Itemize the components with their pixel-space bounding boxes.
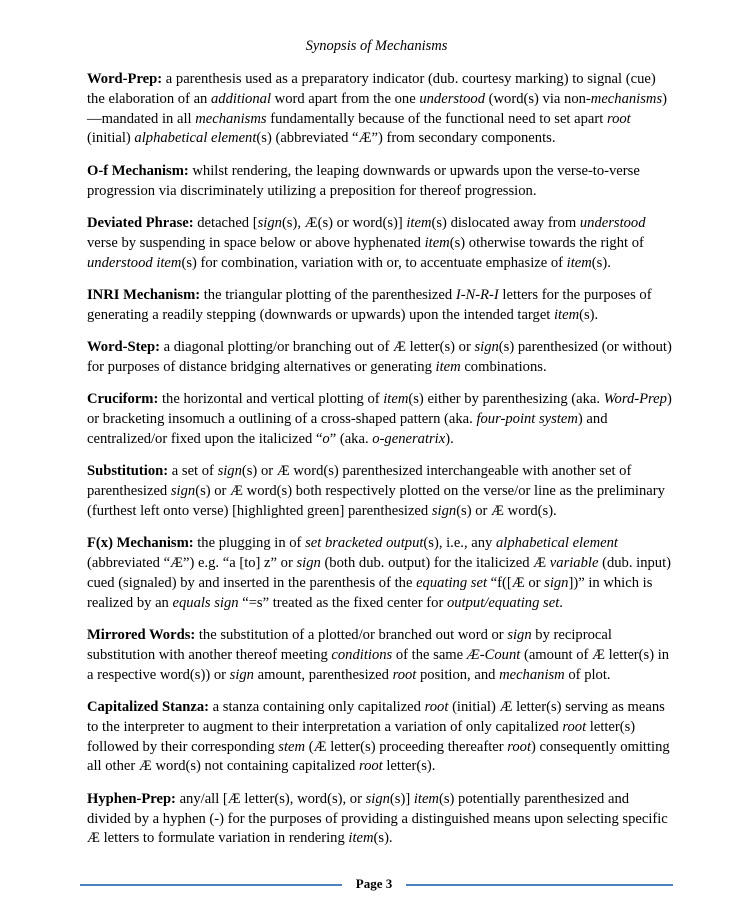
italic-text: item bbox=[424, 234, 450, 251]
definition-text: position, and bbox=[416, 666, 500, 683]
definition-text: (s) otherwise towards the right of bbox=[449, 234, 644, 251]
italic-text: item bbox=[348, 830, 374, 847]
italic-text: item bbox=[554, 306, 580, 323]
italic-text: I-N-R-I bbox=[455, 286, 499, 303]
definition-term: F(x) Mechanism: bbox=[87, 535, 194, 552]
definition-text: (s) potentially parenthesized and divided by a hyphen (-) for the purposes of providing a distinguished means upon selecting specific Æ letters to formulate variation in rendering bbox=[87, 790, 668, 847]
definition-entry bbox=[87, 286, 672, 326]
definition-text: (abbreviated “Æ”) e.g. “a [to] z” or bbox=[87, 555, 297, 572]
definition-text: (s) or Æ word(s). bbox=[456, 502, 557, 519]
definition-text: verse by suspending in space below or above hyphenated bbox=[87, 234, 425, 251]
italic-text: understood item bbox=[87, 254, 182, 271]
italic-text: output/equating set bbox=[446, 594, 560, 611]
definition-entry bbox=[87, 698, 672, 777]
definition-term: Hyphen-Prep: bbox=[87, 790, 176, 807]
definition-text: a set of bbox=[168, 463, 218, 480]
definition-term: Substitution: bbox=[87, 463, 169, 480]
definition-text: (amount of Æ letter(s) in a respective word(s)) or bbox=[87, 646, 670, 683]
definition-text: ). bbox=[445, 430, 454, 447]
italic-text: item bbox=[406, 214, 432, 231]
italic-text: understood bbox=[419, 90, 485, 107]
definition-text: ) and centralized/or fixed upon the italicized “ bbox=[87, 411, 608, 447]
page-title: Synopsis of Mechanisms bbox=[305, 38, 448, 54]
definition-entry bbox=[87, 626, 672, 685]
italic-text: item bbox=[413, 790, 439, 807]
italic-text: root bbox=[562, 718, 587, 735]
italic-text: mechanisms bbox=[590, 90, 663, 107]
italic-text: conditions bbox=[331, 646, 393, 663]
definition-text: (s) either by parenthesizing (aka. bbox=[408, 391, 604, 408]
italic-text: equals sign bbox=[172, 594, 239, 611]
definition-text: “f([Æ or bbox=[487, 574, 545, 591]
definition-text: by reciprocal substitution with another thereof meeting bbox=[87, 627, 612, 663]
definition-term: Mirrored Words: bbox=[87, 627, 196, 644]
definition-text: (s). bbox=[591, 254, 611, 271]
definition-entry bbox=[87, 534, 672, 613]
italic-text: sign bbox=[431, 502, 457, 519]
italic-text: sign bbox=[544, 574, 569, 591]
definition-text: . bbox=[559, 594, 563, 611]
page-footer bbox=[0, 875, 753, 895]
italic-text: root bbox=[606, 110, 631, 127]
italic-text: o bbox=[322, 430, 330, 447]
definition-text: the horizontal and vertical plotting of bbox=[158, 391, 384, 408]
italic-text: root bbox=[424, 699, 449, 716]
definition-term: O-f Mechanism: bbox=[87, 162, 189, 179]
italic-text: alphabetical element bbox=[134, 130, 257, 147]
footer-rule-right bbox=[406, 884, 673, 886]
definition-text: ])” in which is realized by an bbox=[87, 574, 653, 611]
italic-text: item bbox=[566, 254, 592, 271]
definition-term: Capitalized Stanza: bbox=[87, 699, 210, 716]
definition-text: (s) (abbreviated “Æ”) from secondary components. bbox=[256, 130, 556, 147]
definition-term: Cruciform: bbox=[87, 391, 159, 408]
italic-text: additional bbox=[211, 90, 271, 107]
definition-term: Word-Prep: bbox=[87, 71, 163, 87]
italic-text: sign bbox=[507, 627, 532, 644]
definition-text: (initial) bbox=[87, 130, 135, 147]
definition-text: the plugging in of bbox=[193, 535, 306, 552]
italic-text: alphabetical element bbox=[495, 535, 618, 552]
italic-text: o-generatrix bbox=[372, 430, 446, 447]
definition-entry bbox=[87, 462, 672, 521]
italic-text: sign bbox=[365, 790, 390, 807]
italic-text: item bbox=[435, 358, 461, 375]
definition-text: of plot. bbox=[564, 666, 611, 683]
definition-text: )—mandated in all bbox=[87, 90, 667, 127]
definition-text: the substitution of a plotted/or branched out word or bbox=[195, 627, 508, 644]
definition-text: combinations. bbox=[460, 358, 547, 375]
definition-text: (s) or Æ word(s) both respectively plotted on the verse/or line as the preliminary (furthest left onto verse) [highlighted green] parenthesized bbox=[87, 483, 665, 519]
definition-text: (dub. input) cued (signaled) by and inserted in the parenthesis of the bbox=[87, 555, 671, 591]
definition-list bbox=[87, 70, 672, 862]
definition-text: any/all [Æ letter(s), word(s), or bbox=[175, 790, 366, 807]
definition-text: a diagonal plotting/or branching out of Æ letter(s) or bbox=[159, 339, 475, 356]
italic-text: root bbox=[507, 738, 532, 755]
definition-term: INRI Mechanism: bbox=[87, 286, 201, 303]
footer-rule-left bbox=[80, 884, 342, 886]
definition-text: (s). bbox=[579, 306, 599, 323]
definition-term: Word-Step: bbox=[87, 339, 160, 356]
definition-entry bbox=[87, 338, 672, 378]
definition-entry bbox=[87, 214, 672, 273]
italic-text: Æ-Count bbox=[466, 646, 521, 663]
definition-text: fundamentally because of the functional need to set apart bbox=[266, 110, 607, 127]
definition-text: (s)] bbox=[389, 790, 414, 807]
italic-text: mechanisms bbox=[195, 110, 267, 127]
definition-text: word apart from the one bbox=[271, 90, 420, 107]
definition-text: (s) parenthesized (or without) for purposes of distance bridging alternatives or generating bbox=[87, 339, 672, 375]
definition-text: (s). bbox=[373, 830, 393, 847]
definition-text: letters for the purposes of generating a readily stepping (downwards or upwards) upon the intended target bbox=[87, 286, 652, 323]
italic-text: sign bbox=[296, 555, 321, 572]
definition-text: “=s” treated as the fixed center for bbox=[238, 594, 447, 611]
definition-text: (initial) Æ letter(s) serving as means to the interpreter to augment to their interpretation a variation of only capitalized bbox=[87, 699, 665, 735]
page-number: Page 3 bbox=[355, 876, 393, 891]
definition-text: (Æ letter(s) proceeding thereafter bbox=[305, 738, 508, 755]
definition-entry bbox=[87, 390, 672, 449]
definition-text: letter(s) followed by their corresponding bbox=[87, 718, 636, 755]
definition-text: (word(s) via non- bbox=[485, 90, 591, 107]
italic-text: sign bbox=[257, 214, 282, 231]
definition-text: ) consequently omitting all other Æ word(s) not containing capitalized bbox=[87, 738, 670, 775]
italic-text: set bracketed output bbox=[305, 535, 424, 552]
italic-text: understood bbox=[579, 214, 646, 231]
definition-text: of the same bbox=[392, 646, 467, 663]
italic-text: four-point system bbox=[476, 411, 578, 428]
definition-text: (s) for combination, variation with or, to accentuate emphasize of bbox=[181, 254, 567, 271]
italic-text: Word-Prep bbox=[603, 391, 667, 408]
definition-text: detached [ bbox=[193, 214, 258, 231]
italic-text: mechanism bbox=[499, 666, 565, 683]
italic-text: sign bbox=[474, 339, 499, 356]
definition-text: a stanza containing only capitalized bbox=[209, 699, 425, 716]
italic-text: variable bbox=[549, 555, 599, 572]
definition-text: (s) or Æ word(s) parenthesized interchangeable with another set of parenthesized bbox=[87, 463, 632, 500]
italic-text: equating set bbox=[416, 574, 488, 591]
definition-text: the triangular plotting of the parenthesized bbox=[200, 286, 456, 303]
italic-text: item bbox=[383, 391, 409, 408]
italic-text: root bbox=[358, 758, 383, 775]
definition-text: amount, parenthesized bbox=[253, 666, 393, 683]
definition-term: Deviated Phrase: bbox=[87, 214, 194, 231]
definition-text: a parenthesis used as a preparatory indicator (dub. courtesy marking) to signal (cue) the elaboration of an bbox=[87, 71, 656, 107]
definition-text: (s), i.e., any bbox=[423, 535, 496, 552]
definition-text: (s), Æ(s) or word(s)] bbox=[281, 214, 407, 231]
definition-text: ) or bracketing insomuch a outlining of a cross-shaped pattern (aka. bbox=[87, 391, 672, 428]
definition-text: letter(s). bbox=[382, 758, 436, 775]
definition-entry bbox=[87, 162, 672, 202]
definition-text: (s) dislocated away from bbox=[431, 214, 580, 231]
definition-entry bbox=[87, 790, 672, 849]
definition-entry bbox=[87, 70, 672, 149]
italic-text: root bbox=[392, 666, 417, 683]
italic-text: sign bbox=[217, 463, 242, 480]
italic-text: sign bbox=[229, 666, 254, 683]
definition-text: ” (aka. bbox=[329, 430, 373, 447]
italic-text: stem bbox=[278, 738, 306, 755]
italic-text: sign bbox=[170, 483, 196, 500]
definition-text: (both dub. output) for the italicized Æ bbox=[320, 555, 550, 572]
definition-text: whilst rendering, the leaping downwards or upwards upon the verse-to-verse progression via discriminately utilizing a preposition for thereof progression. bbox=[87, 162, 640, 199]
